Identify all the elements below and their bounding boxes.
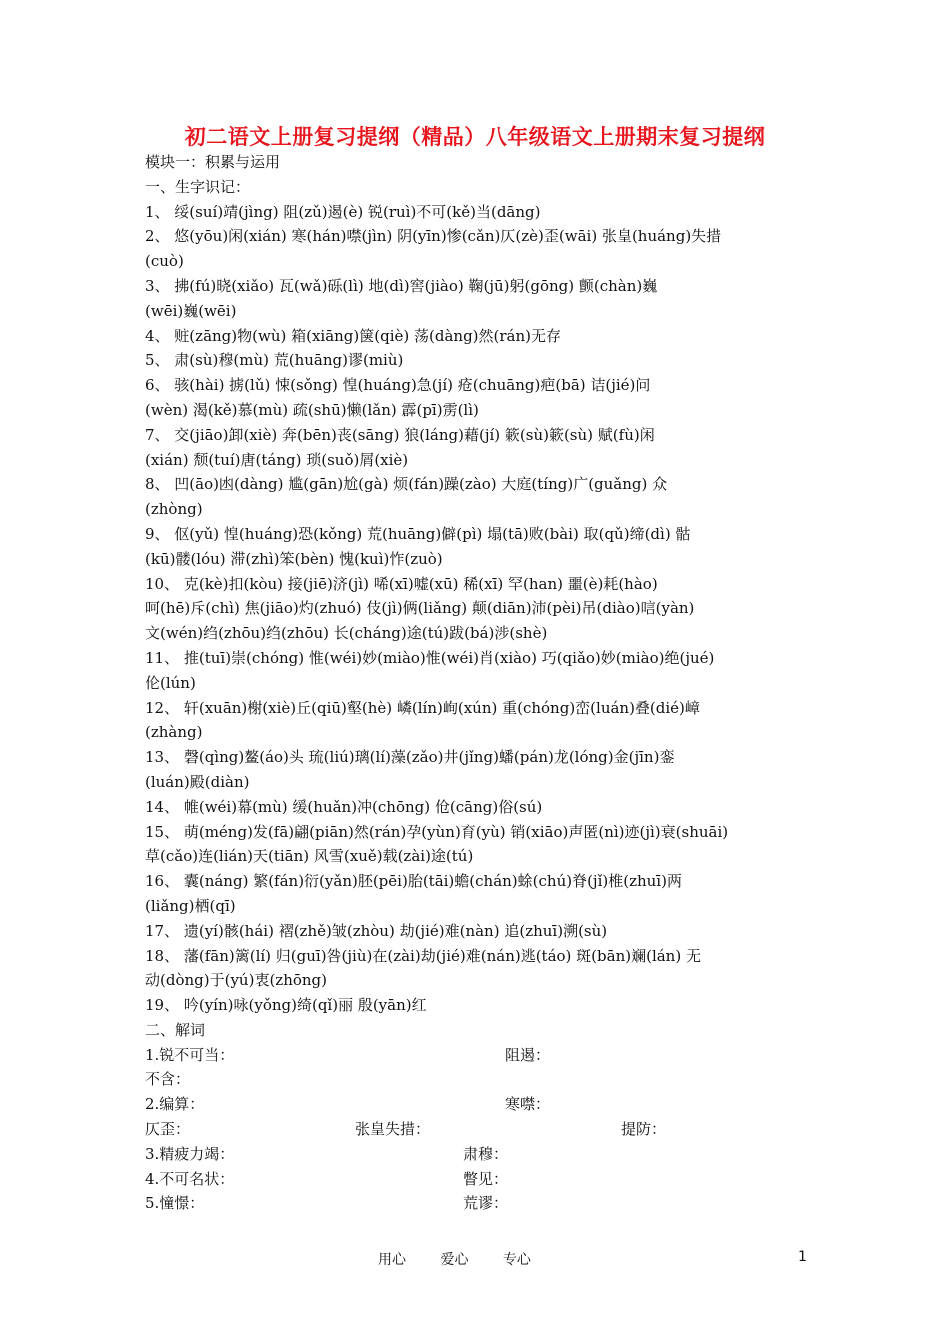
page-number: 1 xyxy=(798,1249,807,1265)
footer-motto: 用心 爱心 专心 xyxy=(378,1252,531,1268)
vocab-line: 2、 悠(yōu)闲(xián) 寒(hán)噤(jìn) 阴(yīn)惨(cǎn)仄(zè)歪(wāi) 张皇(huáng)失措 xyxy=(145,227,722,246)
vocab-line: 13、 磬(qìng)鳌(áo)头 琉(liú)璃(lí)藻(zǎo)井(jǐng)蟠(pán)龙(lóng)金(jīn)銮 xyxy=(145,748,675,767)
term-label: 肃穆： xyxy=(463,1144,509,1163)
section-heading-vocab: 一、生字识记： xyxy=(145,177,251,196)
vocab-line: 动(dòng)于(yú)衷(zhōng) xyxy=(145,971,327,990)
term-label: 5.憧憬： xyxy=(145,1194,205,1213)
vocab-line: 12、 轩(xuān)榭(xiè)丘(qiū)壑(hè) 嶙(lín)峋(xún) 重(chóng)峦(luán)叠(dié)嶂 xyxy=(145,698,700,717)
cidian-row xyxy=(145,1067,807,1092)
vocab-line: 16、 囊(náng) 繁(fán)衍(yǎn)胚(pēi)胎(tāi)蟾(chán)蜍(chú)脊(jǐ)椎(zhuī)两 xyxy=(145,872,682,891)
document-body xyxy=(145,150,807,1216)
vocab-line: 1、 绥(suí)靖(jìng) 阻(zǔ)遏(è) 锐(ruì)不可(kě)当(dāng) xyxy=(145,202,541,221)
vocab-line: 15、 萌(méng)发(fā)翩(piān)然(rán)孕(yùn)育(yù) 销(xiāo)声匿(nì)迹(jì)衰(shuāi) xyxy=(145,822,729,841)
vocab-line: 9、 伛(yǔ) 惶(huáng)恐(kǒng) 荒(huāng)僻(pì) 塌(tā)败(bài) 取(qǔ)缔(dì) 骷 xyxy=(145,524,691,543)
term-label: 瞥见： xyxy=(463,1169,509,1188)
vocab-line: 4、 赃(zāng)物(wù) 箱(xiāng)箧(qiè) 荡(dàng)然(rán)无存 xyxy=(145,326,562,345)
vocab-line: (zhàng) xyxy=(145,723,203,742)
vocab-line: (kū)髅(lóu) 滞(zhì)笨(bèn) 愧(kuì)怍(zuò) xyxy=(145,549,443,568)
vocab-line: 17、 遗(yí)骸(hái) 褶(zhě)皱(zhòu) 劫(jié)难(nàn) 追(zhuī)溯(sù) xyxy=(145,921,608,940)
term-label: 寒噤： xyxy=(505,1095,551,1114)
cidian-row xyxy=(145,1092,807,1117)
vocab-line: 3、 拂(fú)晓(xiǎo) 瓦(wǎ)砾(lì) 地(dì)窖(jiào) 鞠(jū)躬(gōng) 颤(chàn)巍 xyxy=(145,276,658,295)
vocab-line: (cuò) xyxy=(145,252,184,271)
vocab-line: 5、 肃(sù)穆(mù) 荒(huāng)谬(miù) xyxy=(145,351,404,370)
vocab-line: 呵(hē)斥(chì) 焦(jiāo)灼(zhuó) 伎(jì)俩(liǎng) 颠(diān)沛(pèi)吊(diào)唁(yàn) xyxy=(145,599,695,618)
document-title: 初二语文上册复习提纲（精品）八年级语文上册期末复习提纲 xyxy=(184,125,766,149)
vocab-list xyxy=(145,200,807,1018)
vocab-line: 文(wén)绉(zhōu)绉(zhōu) 长(cháng)途(tú)跋(bá)涉(shè) xyxy=(145,624,548,643)
cidian-list xyxy=(145,1043,807,1217)
term-label: 荒谬： xyxy=(463,1194,509,1213)
vocab-line: 11、 推(tuī)崇(chóng) 惟(wéi)妙(miào)惟(wéi)肖(xiào) 巧(qiǎo)妙(miào)绝(jué) xyxy=(145,648,715,667)
term-label: 阻遏： xyxy=(505,1045,551,1064)
vocab-line: 18、 藩(fān)篱(lí) 归(guī)咎(jiù)在(zài)劫(jié)难(nán)逃(táo) 斑(bān)斓(lán) 无 xyxy=(145,946,701,965)
cidian-row xyxy=(145,1043,807,1068)
vocab-line: 伦(lún) xyxy=(145,673,196,692)
term-label: 张皇失措： xyxy=(355,1120,431,1139)
vocab-line: (liǎng)栖(qī) xyxy=(145,896,236,915)
vocab-line: 6、 骇(hài) 掳(lǔ) 悚(sǒng) 惶(huáng)急(jí) 疮(chuāng)疤(bā) 诘(jié)问 xyxy=(145,376,651,395)
cidian-row xyxy=(145,1167,807,1192)
cidian-row xyxy=(145,1191,807,1216)
vocab-line: 14、 帷(wéi)幕(mù) 缓(huǎn)冲(chōng) 伧(cāng)俗(sú) xyxy=(145,797,543,816)
vocab-line: (xián) 颓(tuí)唐(táng) 琐(suǒ)屑(xiè) xyxy=(145,450,409,469)
term-label: 4.不可名状： xyxy=(145,1169,235,1188)
term-label: 不含： xyxy=(145,1070,191,1089)
module-heading: 模块一：积累与运用 xyxy=(145,153,281,171)
term-label: 2.编算： xyxy=(145,1095,205,1114)
vocab-line: 草(cǎo)连(lián)天(tiān) 风雪(xuě)载(zài)途(tú) xyxy=(145,847,474,866)
vocab-line: (luán)殿(diàn) xyxy=(145,772,250,791)
vocab-line: 10、 克(kè)扣(kòu) 接(jiē)济(jì) 唏(xī)嘘(xū) 稀(xī) 罕(han) 噩(è)耗(hào) xyxy=(145,574,658,593)
vocab-line: 8、 凹(āo)凼(dàng) 尴(gān)尬(gà) 烦(fán)躁(zào) 大庭(tíng)广(guǎng) 众 xyxy=(145,475,668,494)
vocab-line: (zhòng) xyxy=(145,500,203,519)
term-label: 3.精疲力竭： xyxy=(145,1144,235,1163)
vocab-line: (wèn) 渴(kě)慕(mù) 疏(shū)懒(lǎn) 霹(pī)雳(lì) xyxy=(145,400,479,419)
cidian-row xyxy=(145,1142,807,1167)
cidian-row xyxy=(145,1117,807,1142)
term-label: 1.锐不可当： xyxy=(145,1045,235,1064)
term-label: 仄歪： xyxy=(145,1120,191,1139)
vocab-line: (wēi)巍(wēi) xyxy=(145,301,237,320)
vocab-line: 7、 交(jiāo)卸(xiè) 奔(bēn)丧(sāng) 狼(láng)藉(jí) 簌(sù)簌(sù) 赋(fù)闲 xyxy=(145,425,655,444)
section-heading-cidian: 二、解词 xyxy=(145,1020,206,1039)
term-label: 提防： xyxy=(621,1120,667,1139)
vocab-line: 19、 吟(yín)咏(yǒng)绮(qǐ)丽 殷(yān)红 xyxy=(145,996,427,1015)
